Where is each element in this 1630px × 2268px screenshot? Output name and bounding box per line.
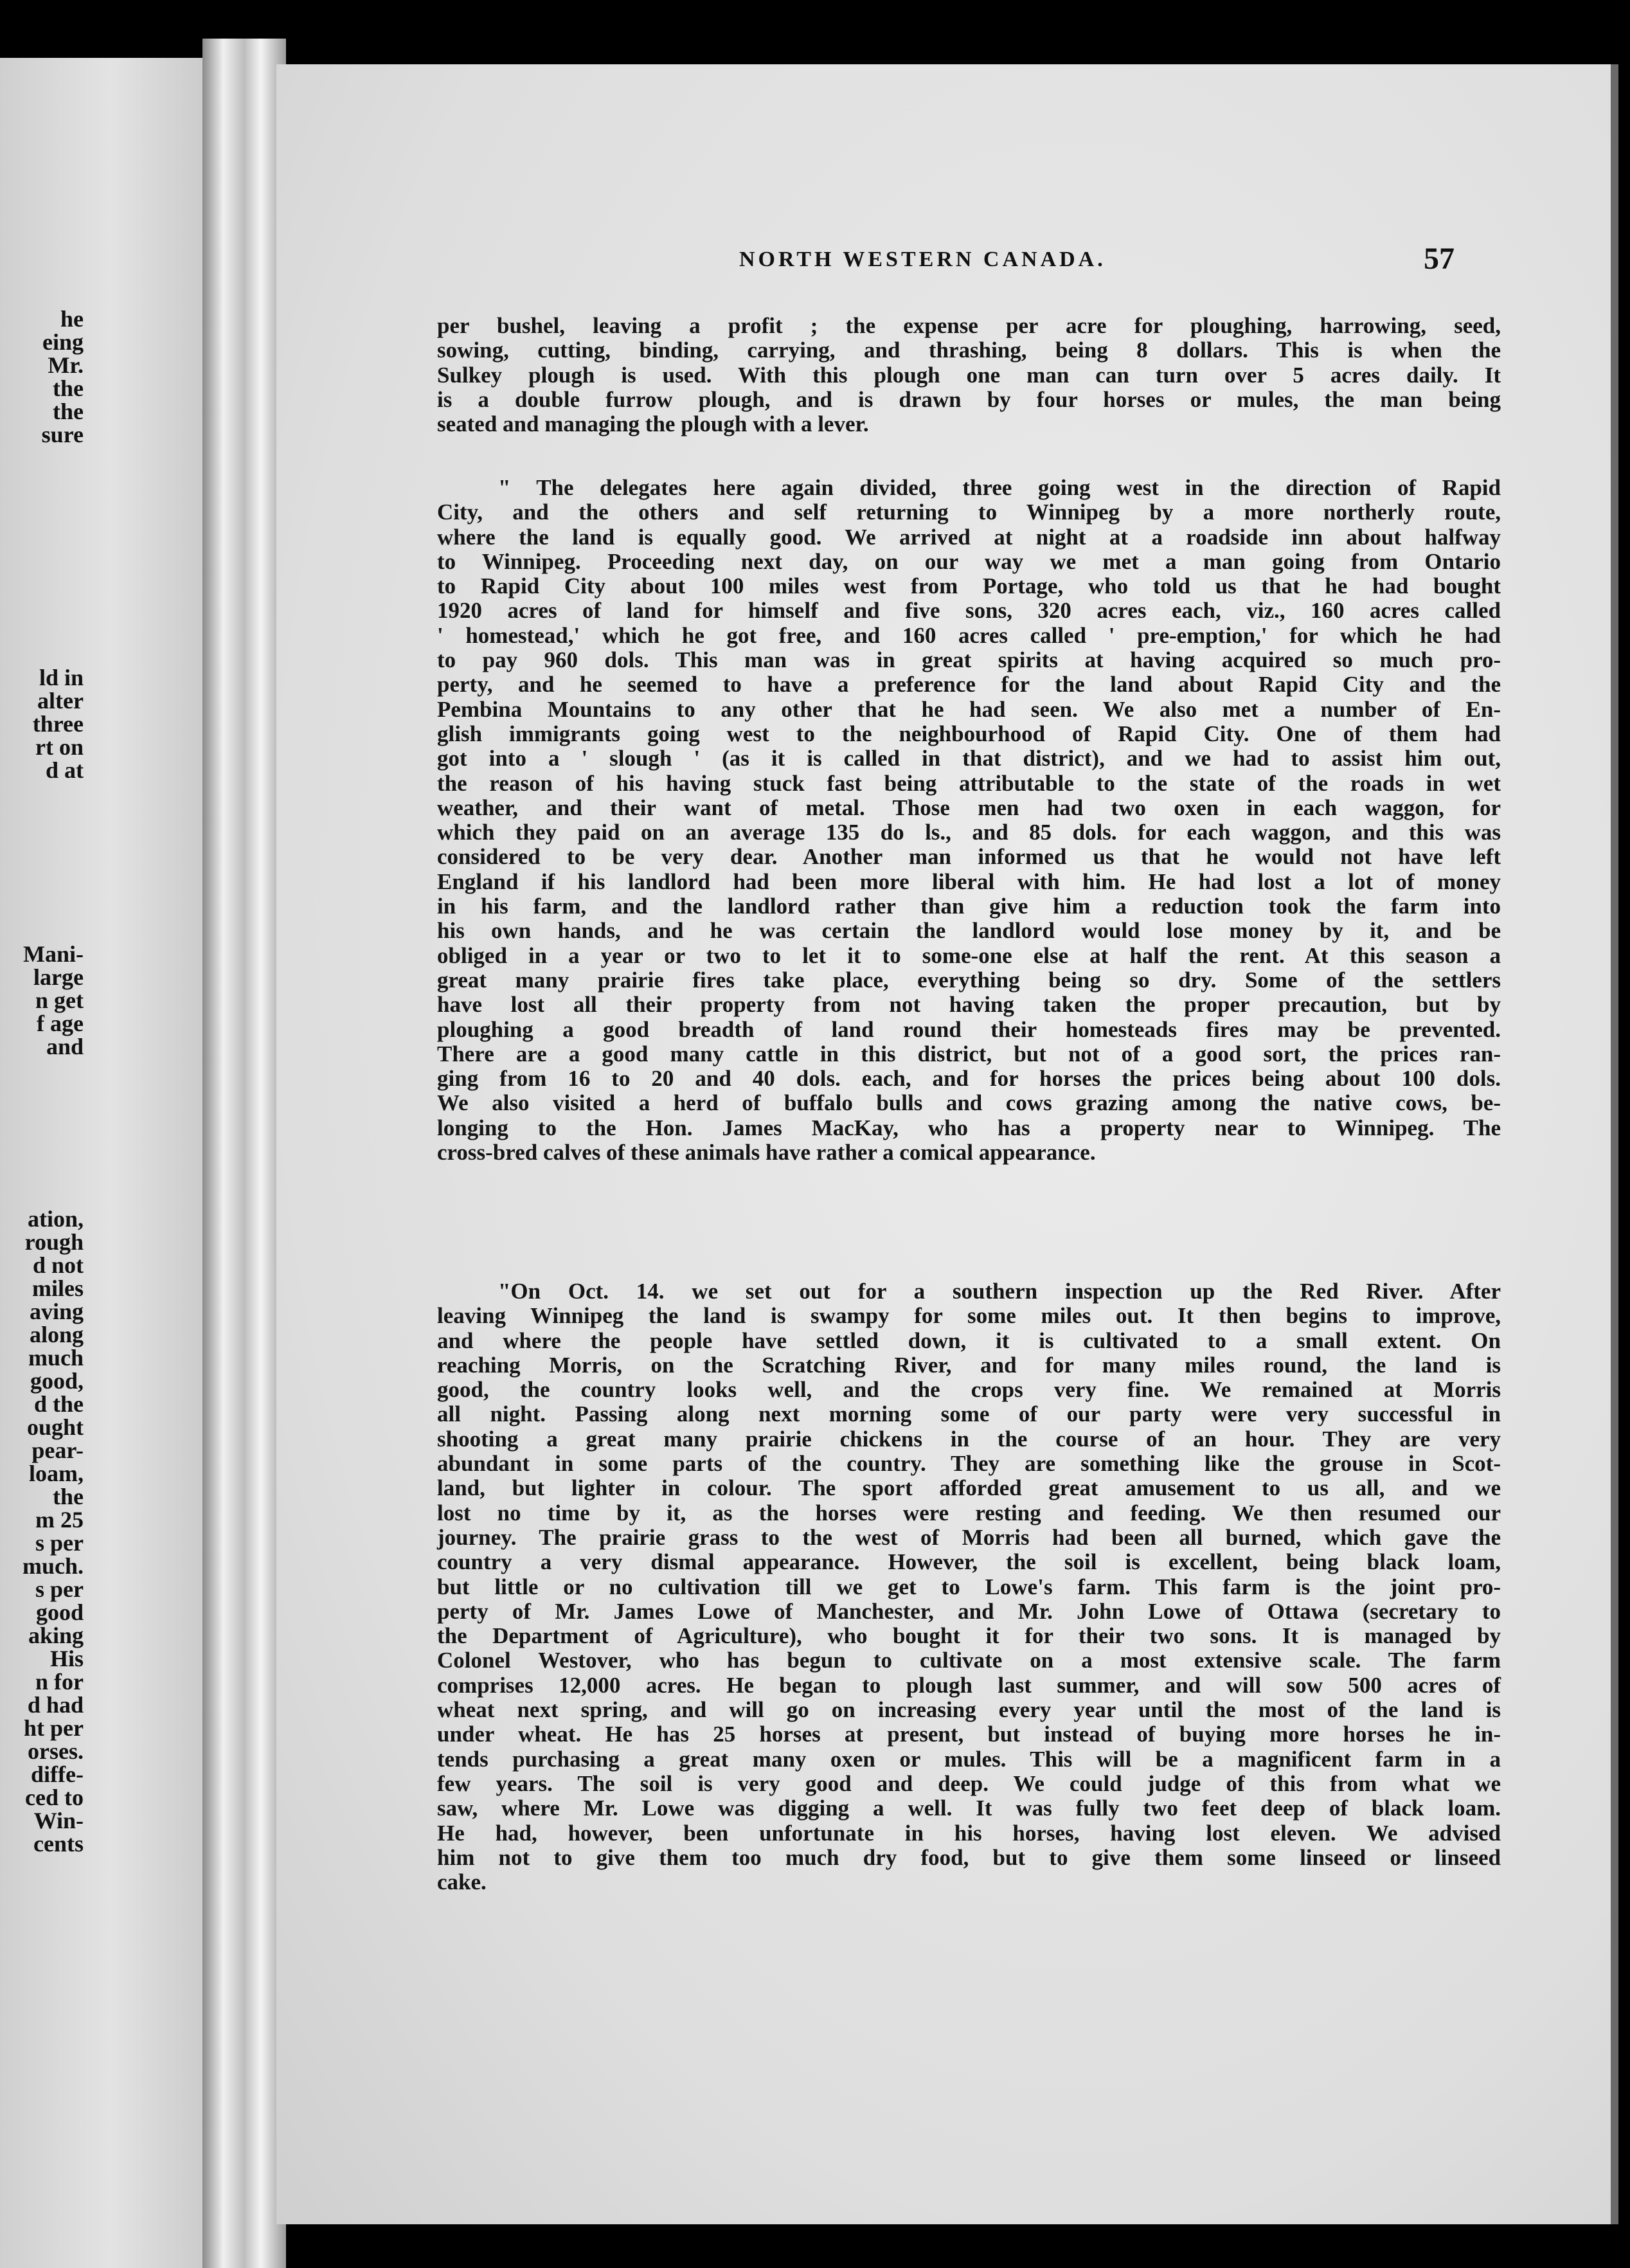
text-line: seated and managing the plough with a lever.: [437, 411, 869, 437]
text-line: lost no time by it, as the horses were resting and feeding. We then resumed our: [437, 1500, 1501, 1526]
text-line: glish immigrants going west to the neighbourhood of Rapid City. One of them had: [437, 721, 1501, 746]
text-line: in his farm, and the landlord rather than give him a reduction took the farm into: [437, 894, 1501, 919]
text-line: comprises 12,000 acres. He began to plough last summer, and will sow 500 acres of: [437, 1672, 1501, 1698]
text-line: and where the people have settled down, it is cultivated to a small extent. On: [437, 1328, 1501, 1353]
text-line: longing to the Hon. James MacKay, who has a property near to Winnipeg. The: [437, 1115, 1501, 1140]
left-fragment-line: aving: [29, 1299, 84, 1324]
left-fragment-column: [0, 666, 84, 782]
text-line: him not to give them too much dry food, but to give them some linseed or linseed: [437, 1844, 1501, 1870]
text-line: land, but lighter in colour. The sport afforded great amusement to us all, and we: [437, 1475, 1501, 1501]
text-line: There are a good many cattle in this district, but not of a good sort, the prices ran-: [437, 1041, 1501, 1066]
text-line: "On Oct. 14. we set out for a southern inspection up the Red River. After: [498, 1279, 1501, 1304]
left-fragment-line: along: [29, 1322, 84, 1347]
text-line: abundant in some parts of the country. They are something like the grouse in Scot-: [437, 1451, 1501, 1477]
text-line: perty, and he seemed to have a preference for the land about Rapid City and the: [437, 672, 1501, 698]
left-fragment-column: [0, 942, 84, 1058]
text-line: sowing, cutting, binding, carrying, and thrashing, being 8 dollars. This is when the: [437, 338, 1501, 363]
left-fragment-line: sure: [41, 422, 84, 447]
text-line: wheat next spring, and will go on increasing every year until the most of the land is: [437, 1697, 1501, 1723]
text-line: to pay 960 dols. This man was in great spirits at having acquired so much pro-: [437, 647, 1501, 673]
left-fragment-column: [0, 307, 84, 446]
text-line: but little or no cultivation till we get to Lowe's farm. This farm is the joint pro-: [437, 1574, 1501, 1599]
left-fragment-line: ced to: [25, 1785, 84, 1810]
text-line: few years. The soil is very good and deep. We could judge of this from what we: [437, 1770, 1501, 1796]
left-fragment-line: His: [49, 1646, 84, 1671]
left-fragment-line: the: [53, 375, 84, 401]
left-fragment-line: rt on: [35, 734, 84, 760]
text-line: his own hands, and he was certain the landlord would lose money by it, and be: [437, 918, 1501, 944]
text-line: considered to be very dear. Another man informed us that he would not have left: [437, 844, 1501, 870]
text-line: the reason of his having stuck fast being attributable to the state of the roads in wet: [437, 770, 1501, 796]
text-line: Pembina Mountains to any other that he had seen. We also met a number of En-: [437, 696, 1501, 722]
left-fragment-line: he: [60, 306, 84, 332]
text-line: country a very dismal appearance. However, the soil is excellent, being black loam,: [437, 1549, 1501, 1575]
left-fragment-line: s per: [35, 1530, 84, 1556]
text-line: ' homestead,' which he got free, and 160 acres called ' pre-emption,' for which he had: [437, 622, 1501, 648]
text-line: journey. The prairie grass to the west of Morris had been all burned, which gave the: [437, 1524, 1501, 1550]
left-fragment-line: and: [46, 1034, 84, 1059]
paragraph-3: [437, 1279, 1501, 1895]
text-line: reaching Morris, on the Scratching River, and for many miles round, the land is: [437, 1352, 1501, 1378]
text-line: cross-bred calves of these animals have rather a comical appearance.: [437, 1140, 1096, 1166]
left-fragment-line: cents: [33, 1831, 84, 1857]
left-fragment-line: large: [33, 964, 84, 990]
text-line: saw, where Mr. Lowe was digging a well. It was fully two feet deep of black loam.: [437, 1796, 1501, 1821]
left-fragment-line: s per: [35, 1576, 84, 1602]
text-line: Colonel Westover, who has begun to cultivate on a most extensive scale. The farm: [437, 1648, 1501, 1673]
page-number: 57: [1424, 242, 1455, 276]
text-line: Sulkey plough is used. With this plough one man can turn over 5 acres daily. It: [437, 362, 1501, 388]
left-fragment-line: alter: [37, 688, 84, 714]
left-fragment-line: good: [35, 1599, 84, 1625]
text-line: all night. Passing along next morning some of our party were very successful in: [437, 1401, 1501, 1427]
left-fragment-line: eing: [42, 329, 84, 355]
left-fragment-line: three: [32, 711, 84, 737]
text-line: is a double furrow plough, and is drawn by four horses or mules, the man being: [437, 386, 1501, 412]
left-fragment-line: diffe-: [31, 1761, 84, 1787]
left-fragment-line: d at: [45, 757, 84, 783]
text-line: City, and the others and self returning to Winnipeg by a more northerly route,: [437, 500, 1501, 525]
text-line: tends purchasing a great many oxen or mules. This will be a magnificent farm in a: [437, 1746, 1501, 1772]
text-line: which they paid on an average 135 do ls., and 85 dols. for each waggon, and this was: [437, 820, 1501, 845]
text-line: obliged in a year or two to let it to some-one else at half the rent. At this season a: [437, 942, 1501, 968]
left-fragment-line: Mani-: [23, 941, 84, 967]
left-fragment-line: orses.: [28, 1738, 84, 1764]
text-line: under wheat. He has 25 horses at present, but instead of buying more horses he in-: [437, 1722, 1501, 1747]
left-fragment-line: rough: [24, 1229, 84, 1255]
left-fragment-line: good,: [30, 1368, 84, 1394]
left-fragment-line: aking: [28, 1623, 84, 1648]
left-fragment-line: d not: [32, 1252, 84, 1278]
left-fragment-line: much.: [22, 1553, 84, 1579]
text-line: ging from 16 to 20 and 40 dols. each, and for horses the prices being about 100 dols.: [437, 1066, 1501, 1092]
left-fragment-line: d the: [33, 1391, 84, 1417]
left-fragment-line: loam,: [29, 1461, 84, 1486]
running-head: NORTH WESTERN CANADA.: [739, 248, 1106, 271]
text-line: We also visited a herd of buffalo bulls and cows grazing among the native cows, be-: [437, 1090, 1501, 1116]
text-line: shooting a great many prairie chickens in the course of an hour. They are very: [437, 1426, 1501, 1452]
paragraph-2: [437, 476, 1501, 1165]
paragraph-1: [437, 314, 1501, 437]
left-fragment-line: the: [53, 399, 84, 424]
left-fragment-line: Win-: [33, 1808, 84, 1833]
text-line: He had, however, been unfortunate in his horses, having lost eleven. We advised: [437, 1820, 1501, 1846]
text-line: leaving Winnipeg the land is swampy for some miles out. It then begins to improve,: [437, 1303, 1501, 1329]
left-fragment-line: ld in: [39, 665, 84, 690]
left-fragment-line: n get: [35, 987, 84, 1013]
book-gutter: [202, 39, 286, 2268]
left-fragment-line: pear-: [31, 1437, 84, 1463]
left-fragment-line: n for: [35, 1669, 84, 1695]
text-line: where the land is equally good. We arrived at night at a roadside inn about halfway: [437, 524, 1501, 550]
text-line: to Winnipeg. Proceeding next day, on our way we met a man going from Ontario: [437, 548, 1501, 574]
text-line: ploughing a good breadth of land round their homesteads fires may be prevented.: [437, 1016, 1501, 1042]
text-line: per bushel, leaving a profit ; the expense per acre for ploughing, harrowing, seed,: [437, 313, 1501, 338]
left-fragment-line: d had: [27, 1692, 84, 1718]
left-fragment-line: ht per: [24, 1715, 84, 1741]
left-fragment-column: [0, 1207, 84, 1855]
left-fragment-line: f age: [37, 1011, 84, 1036]
text-line: cake.: [437, 1869, 487, 1895]
text-line: have lost all their property from not having taken the proper precaution, but by: [437, 992, 1501, 1018]
left-fragment-line: Mr.: [48, 352, 84, 378]
text-line: weather, and their want of metal. Those men had two oxen in each waggon, for: [437, 795, 1501, 820]
left-fragment-line: much: [28, 1345, 84, 1371]
text-line: good, the country looks well, and the crops very fine. We remained at Morris: [437, 1377, 1501, 1403]
text-line: 1920 acres of land for himself and five sons, 320 acres each, viz., 160 acres called: [437, 598, 1501, 624]
left-fragment-line: the: [53, 1484, 84, 1509]
text-line: " The delegates here again divided, three going west in the direction of Rapid: [498, 475, 1501, 500]
text-line: perty of Mr. James Lowe of Manchester, and Mr. John Lowe of Ottawa (secretary to: [437, 1598, 1501, 1624]
left-fragment-line: miles: [32, 1275, 84, 1301]
text-line: England if his landlord had been more liberal with him. He had lost a lot of money: [437, 869, 1501, 894]
text-line: to Rapid City about 100 miles west from Portage, who told us that he had bought: [437, 573, 1501, 599]
left-fragment-line: ought: [26, 1414, 84, 1440]
left-fragment-line: m 25: [35, 1507, 84, 1533]
text-line: the Department of Agriculture), who bought it for their two sons. It is managed by: [437, 1623, 1501, 1649]
text-line: got into a ' slough ' (as it is called in that district), and we had to assist him out,: [437, 746, 1501, 771]
left-fragment-line: ation,: [27, 1206, 84, 1232]
text-line: great many prairie fires take place, everything being so dry. Some of the settlers: [437, 967, 1501, 993]
